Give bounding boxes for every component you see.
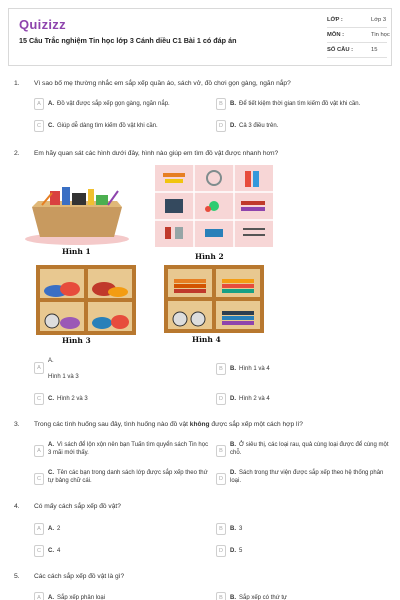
option-c[interactable]	[34, 393, 214, 407]
option-c[interactable]	[34, 545, 214, 559]
option-text: Để tiết kiệm thời gian tìm kiếm đồ vật khi cần.	[239, 101, 361, 107]
option-key: D.	[230, 470, 236, 476]
option-b[interactable]	[216, 98, 392, 112]
figure-caption: Hình 4	[192, 335, 221, 344]
option-text: Giúp dễ dàng tìm kiếm đồ vật khi cần.	[57, 123, 158, 129]
question-number: 2.	[14, 150, 20, 157]
option-b[interactable]	[216, 363, 392, 377]
option-b[interactable]	[216, 441, 392, 463]
question-number: 1.	[14, 80, 20, 87]
option-box: A	[34, 523, 44, 535]
option-b[interactable]	[216, 523, 392, 537]
option-text: 5	[239, 548, 243, 554]
meta-value: Lớp 3	[371, 17, 387, 23]
option-key: D.	[230, 123, 236, 129]
sorted-grid-illustration	[155, 165, 273, 247]
option-d[interactable]	[216, 120, 392, 134]
option-key: B.	[230, 595, 236, 600]
option-key: B.	[230, 442, 236, 448]
option-d[interactable]	[216, 545, 392, 559]
option-key: B.	[230, 526, 236, 532]
option-text: Ở siêu thị, các loại rau, quả cùng loại được để cùng một chỗ.	[230, 442, 389, 456]
option-box: D	[216, 473, 226, 485]
option-d[interactable]	[216, 393, 392, 407]
option-text: Hình 1 và 4	[239, 366, 270, 372]
question-text: Các cách sắp xếp đồ vật là gì?	[34, 573, 125, 580]
option-box: A	[34, 362, 44, 374]
option-box: C	[34, 473, 44, 485]
option-box: C	[34, 545, 44, 557]
option-text: Đồ vật được sắp xếp gọn gàng, ngăn nắp.	[57, 101, 170, 107]
option-text: Hình 2 và 4	[239, 396, 270, 402]
option-a[interactable]	[34, 592, 214, 600]
messy-box-illustration	[22, 185, 132, 245]
question-text: Em hãy quan sát các hình dưới đây, hình nào giúp em tìm đồ vật được nhanh hơn?	[34, 150, 279, 157]
option-key: D.	[230, 396, 236, 402]
option-a[interactable]	[34, 441, 214, 463]
question-number: 5.	[14, 573, 20, 580]
divider	[327, 42, 387, 43]
option-b[interactable]	[216, 592, 392, 600]
option-text: 3	[239, 526, 243, 532]
option-key: A.	[48, 595, 54, 600]
option-text: Vì sách để lộn xộn nên bạn Tuấn tìm quyển sách Tin học 3 mãi mới thấy.	[48, 442, 209, 456]
option-key: A.	[48, 442, 54, 448]
question-number: 3.	[14, 421, 20, 428]
option-box: A	[34, 445, 44, 457]
divider	[327, 57, 387, 58]
option-key: C.	[48, 396, 54, 402]
option-text: Tên các bạn trong danh sách lớp được sắp xếp theo thứ tự bảng chữ cái.	[48, 470, 208, 484]
option-box: B	[216, 592, 226, 600]
option-box: B	[216, 523, 226, 535]
option-box: A	[34, 592, 44, 600]
question-text: Trong các tình huống sau đây, tình huống nào đồ vật không được sắp xếp một cách hợp lí?	[34, 421, 303, 428]
question-number: 4.	[14, 503, 20, 510]
meta-value: 15	[371, 47, 378, 53]
option-text: Sách trong thư viện được sắp xếp theo hệ thống phân loại.	[230, 470, 384, 484]
option-key: C.	[48, 548, 54, 554]
option-key: C.	[48, 123, 54, 129]
question-text: Vì sao bố mẹ thường nhắc em sắp xếp quần áo, sách vở, đồ chơi gọn gàng, ngăn nắp?	[34, 80, 291, 87]
option-key: B.	[230, 366, 236, 372]
option-box: D	[216, 393, 226, 405]
option-a[interactable]	[34, 523, 214, 537]
question-text: Có mấy cách sắp xếp đồ vật?	[34, 503, 121, 510]
option-box: C	[34, 120, 44, 132]
option-box: D	[216, 545, 226, 557]
option-key: A.	[48, 101, 54, 107]
quizizz-logo: Quizizz	[19, 17, 66, 32]
meta-key: LỚP :	[327, 17, 343, 23]
option-text: Cả 3 điều trên.	[239, 123, 279, 129]
option-text: Hình 2 và 3	[57, 396, 88, 402]
divider	[327, 27, 387, 28]
figure-caption: Hình 1	[62, 247, 91, 256]
option-key: D.	[230, 548, 236, 554]
option-box: D	[216, 120, 226, 132]
option-box: C	[34, 393, 44, 405]
figure-caption: Hình 3	[62, 336, 91, 345]
option-c[interactable]	[34, 469, 214, 491]
option-a[interactable]	[34, 98, 214, 112]
option-box: B	[216, 98, 226, 110]
option-text: 4	[57, 548, 61, 554]
figure-caption: Hình 2	[195, 252, 224, 261]
option-key: A.	[48, 358, 54, 364]
option-key: A.	[48, 526, 54, 532]
option-box: B	[216, 363, 226, 375]
option-key: B.	[230, 101, 236, 107]
option-c[interactable]	[34, 120, 214, 134]
meta-value: Tin học	[371, 32, 390, 38]
option-text: Hình 1 và 3	[48, 374, 79, 380]
option-a[interactable]	[34, 357, 214, 383]
worksheet-header	[8, 8, 392, 66]
messy-shelf-illustration	[36, 265, 136, 335]
option-text: Sắp xếp có thứ tự	[239, 595, 288, 600]
option-key: C.	[48, 470, 54, 476]
organised-shelf-illustration	[164, 265, 264, 333]
worksheet-title: 15 Câu Trắc nghiệm Tin học lớp 3 Cánh diều C1 Bài 1 có đáp án	[19, 36, 237, 45]
option-box: B	[216, 445, 226, 457]
meta-key: MÔN :	[327, 32, 345, 38]
option-d[interactable]	[216, 469, 392, 491]
option-box: A	[34, 98, 44, 110]
option-text: Sắp xếp phân loại	[57, 595, 106, 600]
meta-key: SỐ CÂU :	[327, 47, 354, 53]
option-text: 2	[57, 526, 61, 532]
